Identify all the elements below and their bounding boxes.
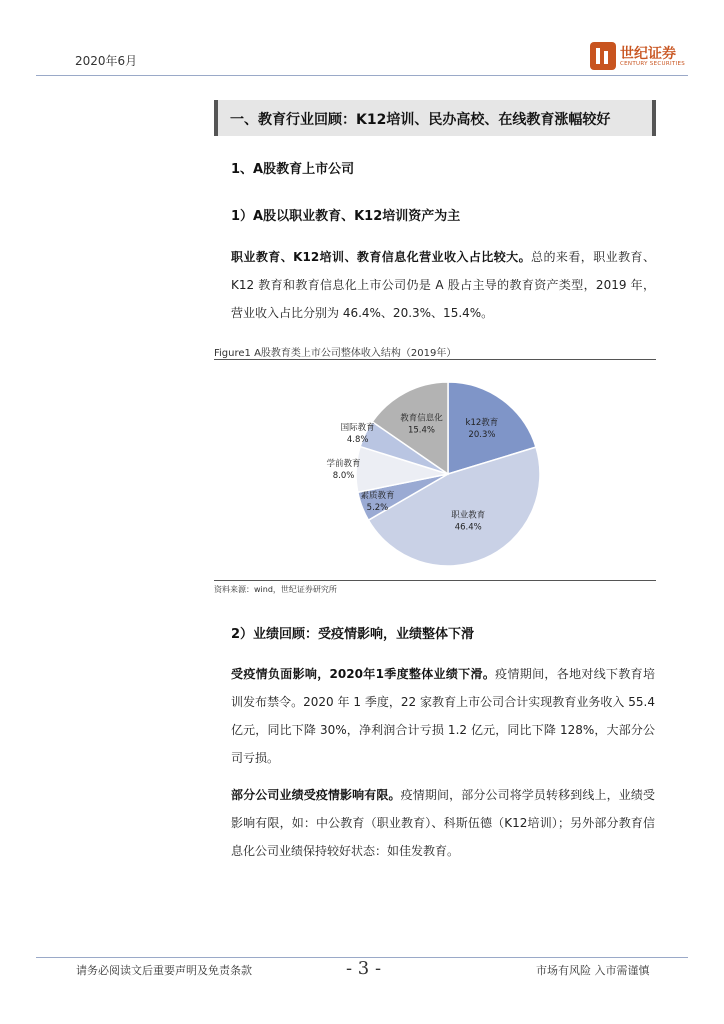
- paragraph-revenue-structure: [231, 243, 655, 327]
- paragraph-body: 总的来看，职业教育、K12 教育和教育信息化上市公司仍是 A 股占主导的教育资产类型，2019 年，营业收入占比分别为 46.4%、20.3%、15.4%。: [231, 250, 655, 320]
- figure-source: 资料来源：wind，世纪证券研究所: [214, 585, 337, 594]
- paragraph-body: 疫情期间，部分公司将学员转移到线上，业绩受影响有限，如：中公教育（职业教育）、科斯伍德（K12培训）；另外部分教育信息化公司业绩保持较好状态：如佳发教育。: [231, 788, 655, 858]
- pie-value-label: 20.3%: [468, 430, 496, 441]
- subsubsection-heading: 2）业绩回顾：受疫情影响，业绩整体下滑: [231, 627, 475, 642]
- paragraph-lead: 受疫情负面影响，2020年1季度整体业绩下滑。: [231, 667, 496, 681]
- paragraph-lead: 部分公司业绩受疫情影响有限。: [231, 788, 401, 802]
- figure-bottom-rule: [214, 580, 656, 581]
- header-divider: [36, 75, 688, 76]
- paragraph-lead: 职业教育、K12培训、教育信息化营业收入占比较大。: [231, 250, 532, 264]
- section-heading-box: [214, 100, 656, 136]
- pie-label: 职业教育: [451, 510, 486, 521]
- pie-value-label: 5.2%: [366, 502, 389, 513]
- paragraph-body: 疫情期间，各地对线下教育培训发布禁令。2020 年 1 季度，22 家教育上市公司合计实现教育业务收入 55.4 亿元，同比下降 30%，净利润合计亏损 1.2 亿元，同比下降 128%，大部分公司亏损。: [231, 667, 655, 765]
- figure-caption: Figure1 A股教育类上市公司整体收入结构（2019年）: [214, 348, 457, 359]
- section-heading: 一、教育行业回顾：K12培训、民办高校、在线教育涨幅较好: [230, 112, 611, 128]
- pie-value-label: 15.4%: [407, 425, 435, 436]
- pie-value-label: 4.8%: [346, 434, 369, 445]
- logo-mark-icon: [590, 42, 616, 70]
- pie-value-label: 46.4%: [454, 522, 482, 533]
- pie-label: 素质教育: [360, 490, 395, 501]
- pie-value-label: 8.0%: [332, 470, 355, 481]
- subsubsection-heading: 1）A股以职业教育、K12培训资产为主: [231, 209, 461, 224]
- logo-name-en: CENTURY SECURITIES: [620, 61, 686, 67]
- footer-disclaimer: 请务必阅读文后重要声明及免责条款: [76, 964, 252, 977]
- figure-top-rule: [214, 359, 656, 360]
- paragraph-limited-impact: [231, 781, 655, 865]
- footer-risk-warning: 市场有风险 入市需谨慎: [536, 964, 650, 977]
- pie-label: 教育信息化: [400, 413, 443, 424]
- report-date: 2020年6月: [75, 54, 138, 68]
- pie-label: k12教育: [465, 418, 499, 429]
- subsection-heading: 1、A股教育上市公司: [231, 162, 355, 177]
- pie-label: 学前教育: [326, 458, 361, 469]
- revenue-pie-chart: [326, 376, 550, 576]
- page-number: - 3 -: [346, 958, 382, 979]
- company-logo: [590, 42, 710, 74]
- logo-name-cn: 世纪证券: [620, 46, 676, 62]
- paragraph-q1-decline: [231, 660, 655, 772]
- pie-label: 国际教育: [340, 422, 375, 433]
